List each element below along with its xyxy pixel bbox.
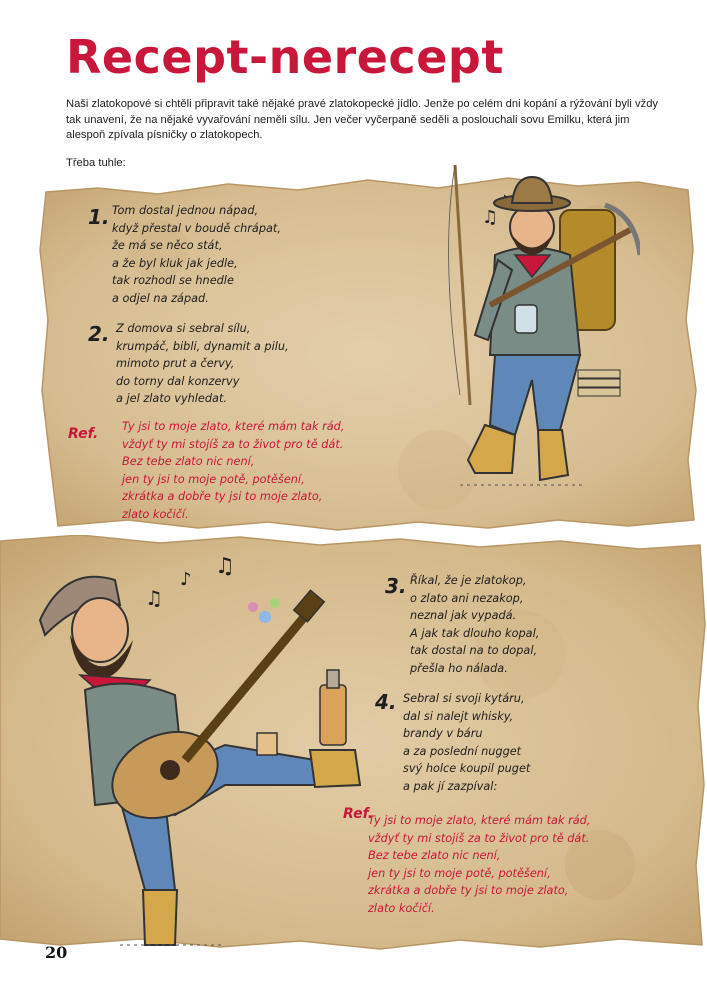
refrain-line: Ty jsi to moje zlato, které mám tak rád, (368, 814, 591, 827)
verse-line: o zlato ani nezakop, (410, 591, 524, 605)
verse-line: Z domova si sebral sílu, (116, 322, 251, 335)
refrain-2-label: Ref. (343, 806, 374, 822)
verse-2 (116, 320, 289, 408)
refrain-line: jen ty jsi to moje potě, potěšení, (368, 866, 551, 880)
refrain-line: zlato kočičí. (368, 901, 435, 915)
intro-paragraph: Naši zlatokopové si chtěli připravit také nějaké pravé zlatokopecké jídlo. Jenže po celém dni kopání a rýžování byli vždy tak unavení, že na nějaké vyvařování neměli sílu. Jen večer vyčerpaně seděli a poslouchali sovu Emilku, která jim alespoň zpívala písničky o zlatokopech. (66, 98, 659, 141)
refrain-line: Ty jsi to moje zlato, které mám tak rád, (122, 420, 345, 433)
prospector-walking-illustration (420, 155, 640, 495)
verse-line: a za poslední nugget (403, 744, 522, 758)
verse-line: Sebral si svoji kytáru, (403, 692, 525, 705)
verse-line: svý holce koupil puget (403, 762, 531, 775)
refrain-1-label: Ref. (68, 426, 99, 442)
svg-text:♫: ♫ (482, 207, 499, 228)
verse-line: do torny dal konzervy (116, 374, 240, 388)
refrain-line: Bez tebe zlato nic není, (122, 455, 255, 468)
verse-line: krumpáč, bibli, dynamit a pilu, (116, 339, 289, 353)
verse-1-number: 1. (88, 205, 110, 229)
verse-line: mimoto prut a červy, (116, 357, 235, 370)
verse-2-number: 2. (88, 322, 110, 346)
refrain-line: zkrátka a dobře ty jsi to moje zlato, (368, 884, 569, 897)
verse-line: a jel zlato vyhledat. (116, 392, 227, 405)
refrain-2 (368, 812, 590, 917)
refrain-line: vždyť ty mi stojíš za to život pro tě dát. (122, 437, 344, 451)
prospector-guitar-illustration (25, 545, 365, 955)
verse-line: Tom dostal jednou nápad, (112, 204, 259, 217)
page-number: 20 (45, 943, 68, 962)
verse-1 (112, 202, 281, 307)
refrain-line: Bez tebe zlato nic není, (368, 849, 501, 862)
refrain-line: zlato kočičí. (122, 507, 189, 521)
verse-3 (410, 572, 539, 677)
verse-line: a pak jí zazpíval: (403, 779, 498, 793)
verse-line: že má se něco stát, (112, 239, 223, 252)
svg-text:♫: ♫ (215, 554, 235, 579)
svg-text:♫: ♫ (145, 586, 163, 610)
verse-line: brandy v báru (403, 727, 483, 740)
verse-4 (403, 690, 530, 795)
verse-line: dal si nalejt whisky, (403, 709, 514, 723)
refrain-line: jen ty jsi to moje potě, potěšení, (122, 472, 305, 486)
verse-4-number: 4. (375, 690, 397, 714)
intro-lead-in: Třeba tuhle: (66, 157, 126, 169)
verse-line: neznal jak vypadá. (410, 609, 517, 622)
verse-line: přešla ho nálada. (410, 661, 508, 675)
refrain-line: zkrátka a dobře ty jsi to moje zlato, (122, 490, 323, 503)
verse-line: Říkal, že je zlatokop, (410, 574, 527, 587)
verse-line: a že byl kluk jak jedle, (112, 256, 238, 270)
refrain-1 (122, 418, 344, 523)
verse-line: když přestal v boudě chrápat, (112, 221, 281, 235)
verse-line: tak rozhodl se hnedle (112, 274, 234, 287)
svg-text:♪: ♪ (180, 569, 192, 590)
verse-line: A jak tak dlouho kopal, (410, 626, 540, 640)
refrain-line: vždyť ty mi stojíš za to život pro tě dát. (368, 831, 590, 845)
verse-line: tak dostal na to dopal, (410, 644, 538, 657)
page-title: Recept-nerecept (66, 30, 504, 84)
verse-line: a odjel na západ. (112, 291, 209, 305)
verse-3-number: 3. (385, 574, 407, 598)
